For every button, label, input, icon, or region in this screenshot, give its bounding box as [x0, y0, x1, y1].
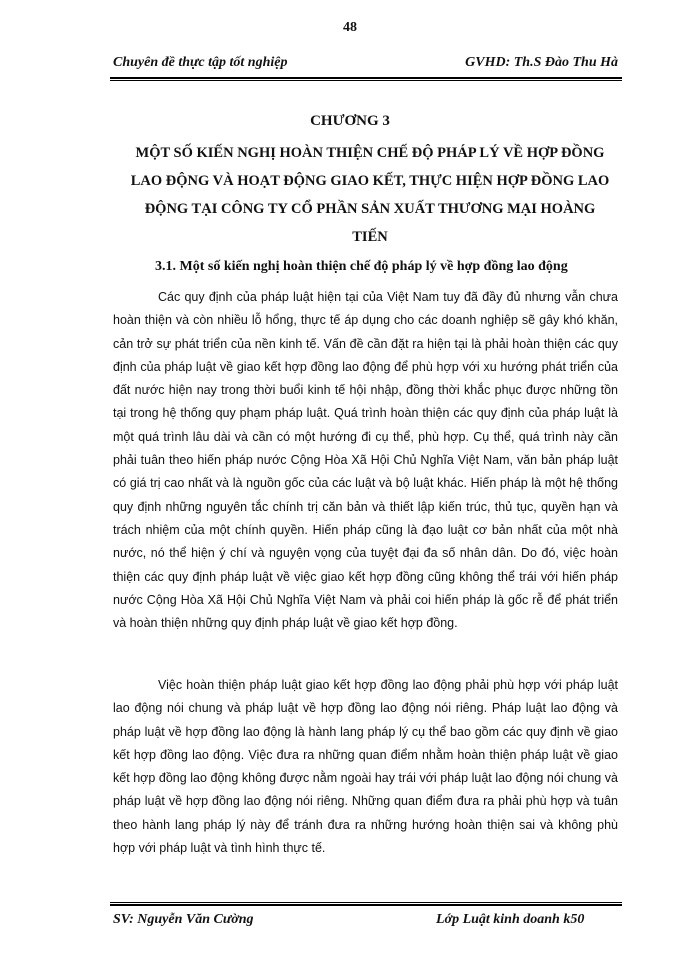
page-footer: [113, 910, 618, 932]
page-header: [113, 53, 618, 77]
body-paragraph-1: Các quy định của pháp luật hiện tại của Việt Nam tuy đã đầy đủ nhưng vẫn chưa hoàn thiện và còn nhiều lỗ hổng, thực tế áp dụng cho các doanh nghiệp sẽ gây khó khăn, cản trở sự phát triển của nền kinh tế. Vấn đề cần đặt ra hiện tại là phải hoàn thiện các quy định của pháp luật về giao kết hợp đồng lao động để phù hợp với xu hướng phát triển của đất nước hiện nay trong thời buổi kinh tế hội nhập, đồng thời khắc phục được những tồn tại trong hệ thống quy phạm pháp luật. Quá trình hoàn thiện các quy định của pháp luật là một quá trình lâu dài và cần có một hướng đi cụ thể, phù hợp. Cụ thể, quá trình này cần phải tuân theo hiến pháp nước Cộng Hòa Xã Hội Chủ Nghĩa Việt Nam, văn bản pháp luật có giá trị cao nhất và là nguồn gốc của các luật và bộ luật khác. Hiến pháp là một hệ thống quy định những nguyên tắc chính trị căn bản và thiết lập kiến trúc, thủ tục, quyền hạn và trách nhiệm của một chính quyền. Hiến pháp cũng là đạo luật cơ bản nhất của một nhà nước, nó thể hiện ý chí và nguyện vọng của tuyệt đại đa số nhân dân. Do đó, việc hoàn thiện các quy định pháp luật về việc giao kết hợp đồng cũng không thể trái với hiến pháp nước Cộng Hòa Xã Hội Chủ Nghĩa Việt Nam và phải coi hiến pháp là gốc rễ để phát triển và hoàn thiện những quy định pháp luật về giao kết hợp đồng.: [113, 290, 618, 631]
footer-class-name: Lớp Luật kinh doanh k50: [436, 912, 585, 927]
section-heading: 3.1. Một số kiến nghị hoàn thiện chế độ pháp lý về hợp đồng lao động: [155, 259, 568, 274]
chapter-label: CHƯƠNG 3: [310, 113, 390, 129]
footer-student-name: SV: Nguyễn Văn Cường: [113, 912, 254, 927]
chapter-title: MỘT SỐ KIẾN NGHỊ HOÀN THIỆN CHẾ ĐỘ PHÁP LÝ VỀ HỢP ĐỒNG LAO ĐỘNG VÀ HOẠT ĐỘNG GIAO KẾT, THỰC HIỆN HỢP ĐỒNG LAO ĐỘNG TẠI CÔNG TY CỔ PHẦN SẢN XUẤT THƯƠNG MẠI HOÀNG TIẾN: [130, 145, 610, 245]
header-supervisor: GVHD: Th.S Đào Thu Hà: [465, 55, 618, 70]
header-divider: [110, 77, 622, 81]
footer-divider: [110, 902, 622, 906]
header-course-title: Chuyên đề thực tập tốt nghiệp: [113, 55, 288, 70]
body-paragraph-2: Việc hoàn thiện pháp luật giao kết hợp đồng lao động phải phù hợp với pháp luật lao động nói chung và pháp luật về hợp đồng lao động nói riêng. Pháp luật lao động và pháp luật về hợp đồng lao động là hành lang pháp lý cụ thể bao gồm các quy định về giao kết hợp đồng lao động. Việc đưa ra những quan điểm nhằm hoàn thiện pháp luật về giao kết hợp đồng lao động không được nằm ngoài hay trái với pháp luật lao động nói chung và pháp luật về hợp đồng lao động nói riêng. Những quan điểm đưa ra phải phù hợp và tuân theo hành lang pháp lý này để tránh đưa ra những hướng hoàn thiện sai và không phù hợp với pháp luật và tình hình thực tế.: [113, 678, 618, 856]
page-number: 48: [343, 20, 357, 35]
